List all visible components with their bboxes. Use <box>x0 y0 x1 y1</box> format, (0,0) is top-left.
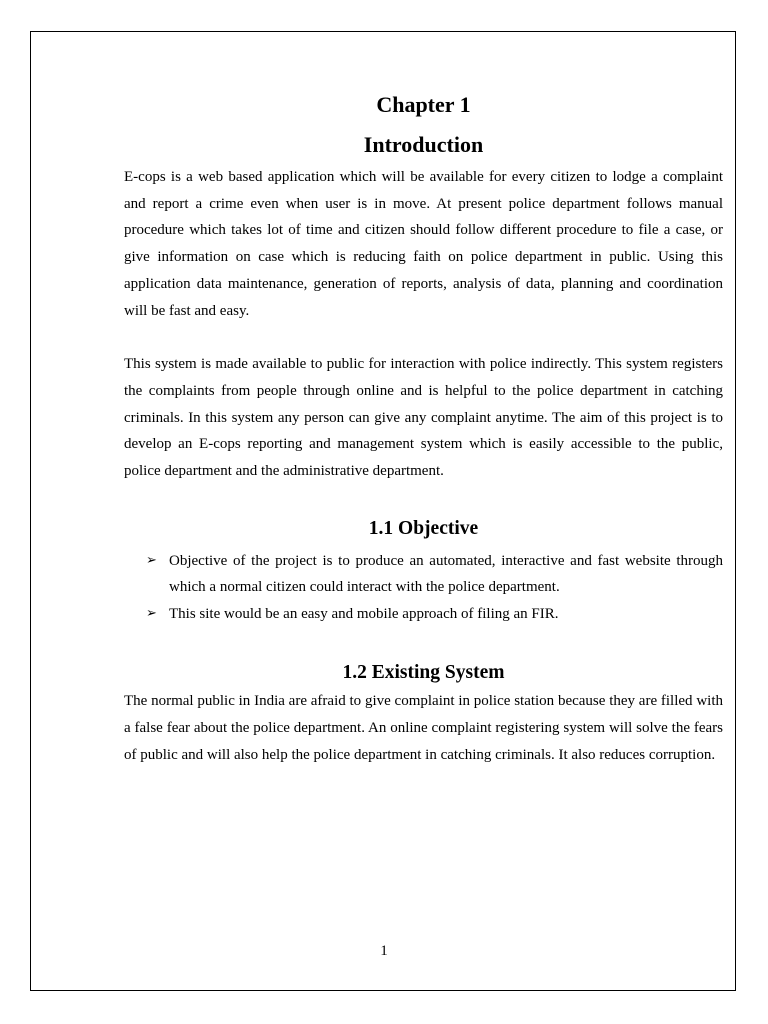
chapter-number: Chapter 1 <box>376 92 471 117</box>
list-item <box>146 601 723 628</box>
existing-system-heading: 1.2 Existing System <box>342 662 505 684</box>
intro-paragraph-2: This system is made available to public for interaction with police indirectly. This system registers the complaints from people through online and is helpful to the police department in catching criminals. In this system any person can give any complaint anytime. The aim of this project is to develop an E-cops reporting and management system which is easily accessible to the public, police department and the administrative department. <box>124 356 723 480</box>
objective-heading: 1.1 Objective <box>368 517 479 539</box>
arrowhead-bullet-icon: ➢ <box>146 552 157 568</box>
list-item-text: Objective of the project is to produce an automated, interactive and fast website through which a normal citizen could interact with the police department. <box>169 552 723 596</box>
existing-system-paragraph: The normal public in India are afraid to give complaint in police station because they are filled with a false fear about the police department. An online complaint registering system will solve the fears of public and will also help the police department in catching criminals. It also reduces corruption. <box>124 693 723 763</box>
chapter-title: Introduction <box>363 132 484 157</box>
list-item <box>146 548 723 601</box>
intro-paragraph-1: E-cops is a web based application which will be available for every citizen to lodge a complaint and report a crime even when user is in move. At present police department follows manual procedure which takes lot of time and citizen should follow different procedure to file a case, or give information on case which is reducing faith on police department in public. Using this application data maintenance, generation of reports, analysis of data, planning and coordination will be fast and easy. <box>124 169 723 319</box>
list-item-text: This site would be an easy and mobile approach of filing an FIR. <box>169 605 559 622</box>
document-body <box>124 88 723 768</box>
arrowhead-bullet-icon: ➢ <box>146 605 157 621</box>
page-number: 1 <box>380 943 388 959</box>
objective-list <box>124 548 723 628</box>
